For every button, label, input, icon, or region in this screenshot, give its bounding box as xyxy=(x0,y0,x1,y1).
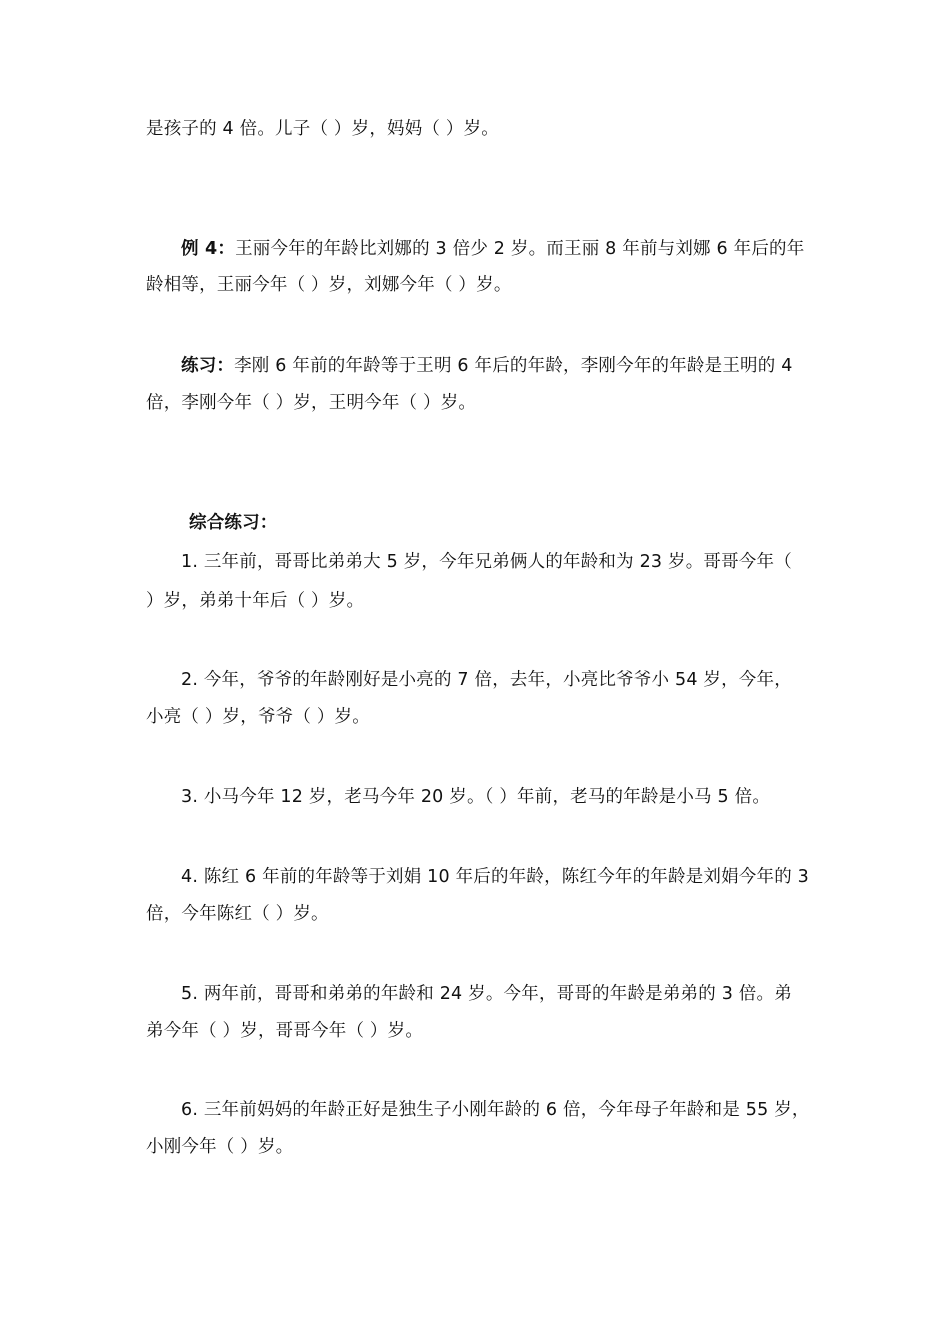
question-5-line-1: 5. 两年前，哥哥和弟弟的年龄和 24 岁。今年，哥哥的年龄是弟弟的 3 倍。弟 xyxy=(181,984,792,1004)
example-4-label: 例 4： xyxy=(181,239,236,259)
example-4-line-1 xyxy=(181,237,881,261)
example-4-text: 王丽今年的年龄比刘娜的 3 倍少 2 岁。而王丽 8 年前与刘娜 6 年后的年 xyxy=(235,239,805,259)
question-1-line-2: ）岁，弟弟十年后（ ）岁。 xyxy=(146,591,365,611)
practice-label: 练习： xyxy=(181,356,235,376)
question-1-line-1: 1. 三年前，哥哥比弟弟大 5 岁，今年兄弟俩人的年龄和为 23 岁。哥哥今年（ xyxy=(181,552,792,572)
question-3-line-1: 3. 小马今年 12 岁，老马今年 20 岁。（ ）年前，老马的年龄是小马 5 倍。 xyxy=(181,787,771,807)
continuation-line: 是孩子的 4 倍。儿子（ ）岁，妈妈（ ）岁。 xyxy=(146,119,499,139)
question-2-line-1: 2. 今年，爷爷的年龄刚好是小亮的 7 倍，去年，小亮比爷爷小 54 岁，今年， xyxy=(181,670,792,690)
question-4-line-2: 倍，今年陈红（ ）岁。 xyxy=(146,904,329,924)
question-2-line-2: 小亮（ ）岁，爷爷（ ）岁。 xyxy=(146,707,370,727)
practice-text: 李刚 6 年前的年龄等于王明 6 年后的年龄，李刚今年的年龄是王明的 4 xyxy=(234,356,793,376)
comprehensive-heading: 综合练习： xyxy=(189,513,278,533)
practice-line-1 xyxy=(181,354,881,378)
question-6-line-2: 小刚今年（ ）岁。 xyxy=(146,1137,294,1157)
question-6-line-1: 6. 三年前妈妈的年龄正好是独生子小刚年龄的 6 倍，今年母子年龄和是 55 岁， xyxy=(181,1100,810,1120)
example-4-line-2: 龄相等，王丽今年（ ）岁，刘娜今年（ ）岁。 xyxy=(146,275,512,295)
question-4-line-1: 4. 陈红 6 年前的年龄等于刘娟 10 年后的年龄，陈红今年的年龄是刘娟今年的 3 xyxy=(181,867,810,887)
practice-line-2: 倍，李刚今年（ ）岁，王明今年（ ）岁。 xyxy=(146,393,477,413)
question-5-line-2: 弟今年（ ）岁，哥哥今年（ ）岁。 xyxy=(146,1021,424,1041)
